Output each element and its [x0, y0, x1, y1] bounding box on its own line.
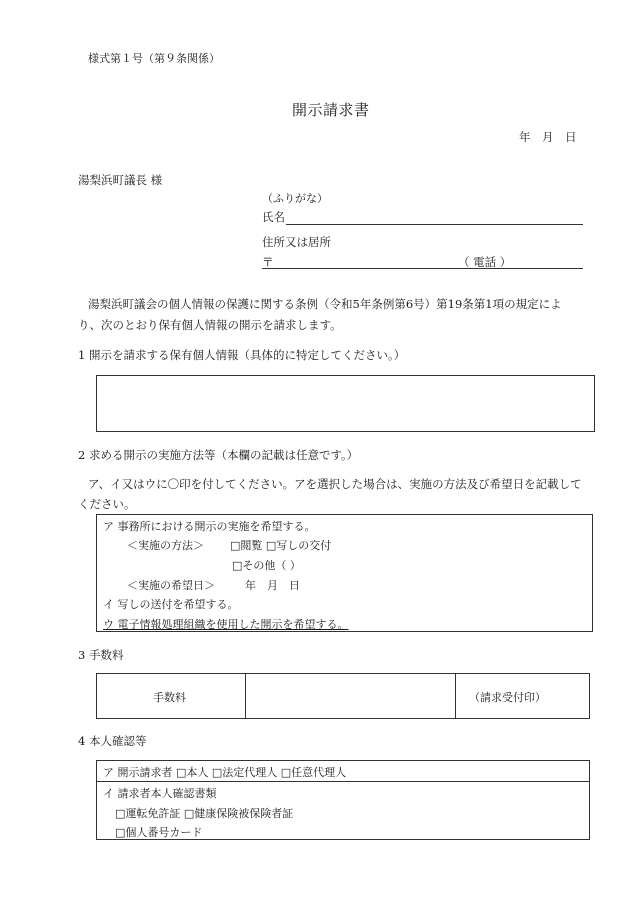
option-u[interactable]: ウ 電子情報処理組織を使用した開示を希望する。: [103, 618, 349, 631]
identity-divider: [97, 781, 589, 782]
date-label: ＜実施の希望日＞: [127, 579, 215, 592]
identity-row-a[interactable]: ア 開示請求者 □本人 □法定代理人 □任意代理人: [103, 766, 347, 779]
stamp-label: （請求受付印）: [469, 691, 546, 704]
intro-line-1: 湯梨浜町議会の個人情報の保護に関する条例（令和5年条例第6号）第19条第1項の規定によ: [88, 297, 562, 311]
section2-note-line-1: ア、イ又はウに〇印を付してください。アを選択した場合は、実施の方法及び希望日を記載して: [88, 477, 582, 491]
option-a[interactable]: ア 事務所における開示の実施を希望する。: [103, 520, 316, 533]
name-field[interactable]: [286, 206, 583, 224]
address-underline: [262, 268, 583, 269]
section4-heading: 4 本人確認等: [78, 734, 147, 748]
method-options[interactable]: □閲覧 □写しの交付: [230, 539, 332, 552]
fee-table: [96, 673, 590, 719]
phone-label: （ 電話 ）: [458, 255, 512, 269]
document-title: 開示請求書: [292, 101, 370, 119]
method-other[interactable]: □その他（ ）: [232, 559, 301, 572]
identity-row-i-label: イ 請求者本人確認書類: [103, 787, 217, 800]
addressee: 湯梨浜町議長 様: [78, 173, 163, 187]
method-label: ＜実施の方法＞: [127, 539, 204, 552]
form-number: 様式第１号（第９条関係）: [88, 52, 220, 65]
section3-heading: 3 手数料: [78, 648, 124, 662]
address-label: 住所又は居所: [262, 235, 331, 249]
option-i[interactable]: イ 写しの送付を希望する。: [103, 598, 239, 611]
fee-amount-field[interactable]: [247, 675, 453, 717]
furigana-label: （ふりがな）: [262, 192, 328, 205]
identity-docs-1[interactable]: □運転免許証 □健康保険被保険者証: [115, 807, 294, 820]
fee-label: 手数料: [153, 691, 186, 704]
section1-info-field[interactable]: [96, 375, 595, 432]
fee-divider-2: [455, 674, 456, 718]
identity-table: [96, 760, 590, 840]
name-underline: [286, 224, 583, 225]
section1-heading: 1 開示を請求する保有個人情報（具体的に特定してください。）: [78, 348, 406, 362]
request-date: 年 月 日: [519, 130, 577, 144]
section2-options-box: [96, 514, 593, 632]
section2-note-line-2: ください。: [78, 497, 136, 511]
address-field[interactable]: [276, 252, 456, 268]
identity-docs-2[interactable]: □個人番号カード: [115, 826, 203, 839]
date-value[interactable]: 年 月 日: [245, 579, 300, 592]
intro-line-2: り、次のとおり保有個人情報の開示を請求します。: [78, 318, 342, 332]
name-label: 氏名: [262, 210, 285, 224]
postal-mark: 〒: [262, 255, 274, 269]
fee-divider-1: [245, 674, 246, 718]
section2-heading: 2 求める開示の実施方法等（本欄の記載は任意です。）: [78, 448, 359, 462]
